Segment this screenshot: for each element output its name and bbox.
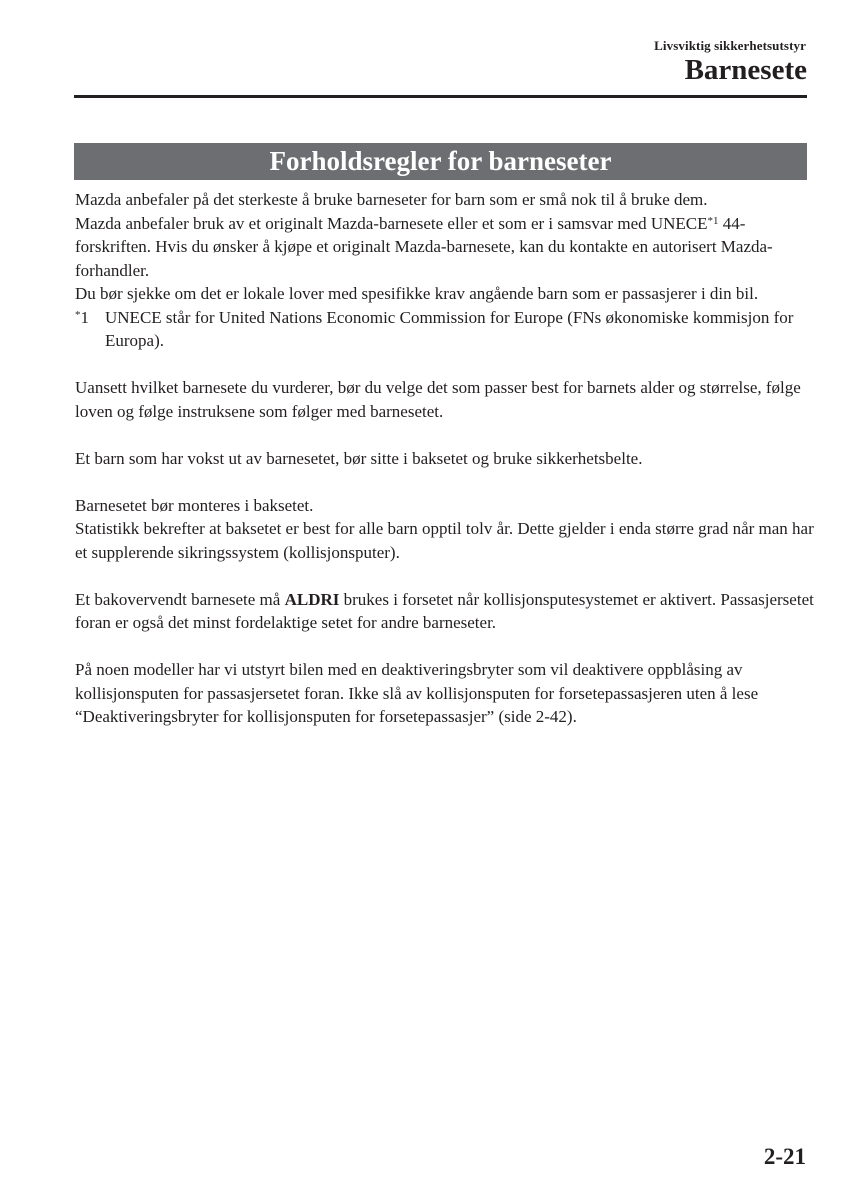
paragraph: Et barn som har vokst ut av barnesetet, bør sitte i baksetet og bruke sikkerhetsbelte. bbox=[75, 448, 643, 468]
paragraph: Du bør sjekke om det er lokale lover med spesifikke krav angående barn som er passasjerer i din bil. bbox=[75, 284, 759, 303]
paragraph-text: Et bakovervendt barnesete må bbox=[75, 589, 285, 609]
page-title: Barnesete bbox=[684, 54, 807, 86]
footnote-ref: *1 bbox=[707, 214, 719, 227]
paragraph-text: 44-forskriften. Hvis du ønsker å kjøpe et originalt Mazda-barnesete, kan du kontakte en autorisert Mazda-forhandler. bbox=[75, 213, 773, 280]
paragraph bbox=[75, 588, 815, 635]
section-label: Livsviktig sikkerhetsutstyr bbox=[654, 38, 806, 53]
footnote-star: * bbox=[75, 308, 81, 321]
page-number: 2-21 bbox=[763, 1144, 806, 1169]
footnote-text: UNECE står for United Nations Economic Commission for Europe (FNs økonomiske kommisjon for Europa). bbox=[105, 307, 794, 350]
paragraph-text: Mazda anbefaler bruk av et originalt Mazda-barnesete eller et som er i samsvar med UNECE bbox=[75, 213, 708, 233]
paragraph bbox=[75, 212, 815, 283]
footnote-number: 1 bbox=[80, 307, 89, 327]
body-text bbox=[75, 188, 815, 729]
paragraph: På noen modeller har vi utstyrt bilen med en deaktiveringsbryter som vil deaktivere oppblåsing av kollisjonsputen for passasjersetet foran. Ikke slå av kollisjonsputen for forsetepassasjeren uten å lese “Deaktiveringsbryter for kollisjonsputen for forsetepassasjer” (side 2-42). bbox=[75, 660, 759, 726]
footnote-marker bbox=[75, 306, 105, 353]
footnote bbox=[75, 306, 815, 353]
paragraph: Statistikk bekrefter at baksetet er best for alle barn opptil tolv år. Dette gjelder i enda større grad når man har et supplerende sikringssystem (kollisjonsputer). bbox=[75, 519, 814, 562]
emphasis-text: ALDRI bbox=[284, 589, 340, 609]
paragraph-text: brukes i forsetet når kollisjonsputesystemet er aktivert. Passasjersetet foran er også det minst fordelaktige setet for andre barneseter. bbox=[75, 589, 814, 632]
paragraph: Uansett hvilket barnesete du vurderer, bør du velge det som passer best for barnets alder og størrelse, følge loven og følge instruksene som følger med barnesetet. bbox=[75, 378, 801, 421]
header-divider bbox=[74, 95, 807, 98]
paragraph: Barnesetet bør monteres i baksetet. bbox=[75, 495, 314, 515]
paragraph: Mazda anbefaler på det sterkeste å bruke barneseter for barn som er små nok til å bruke dem. bbox=[75, 190, 708, 209]
section-banner: Forholdsregler for barneseter bbox=[74, 143, 807, 180]
